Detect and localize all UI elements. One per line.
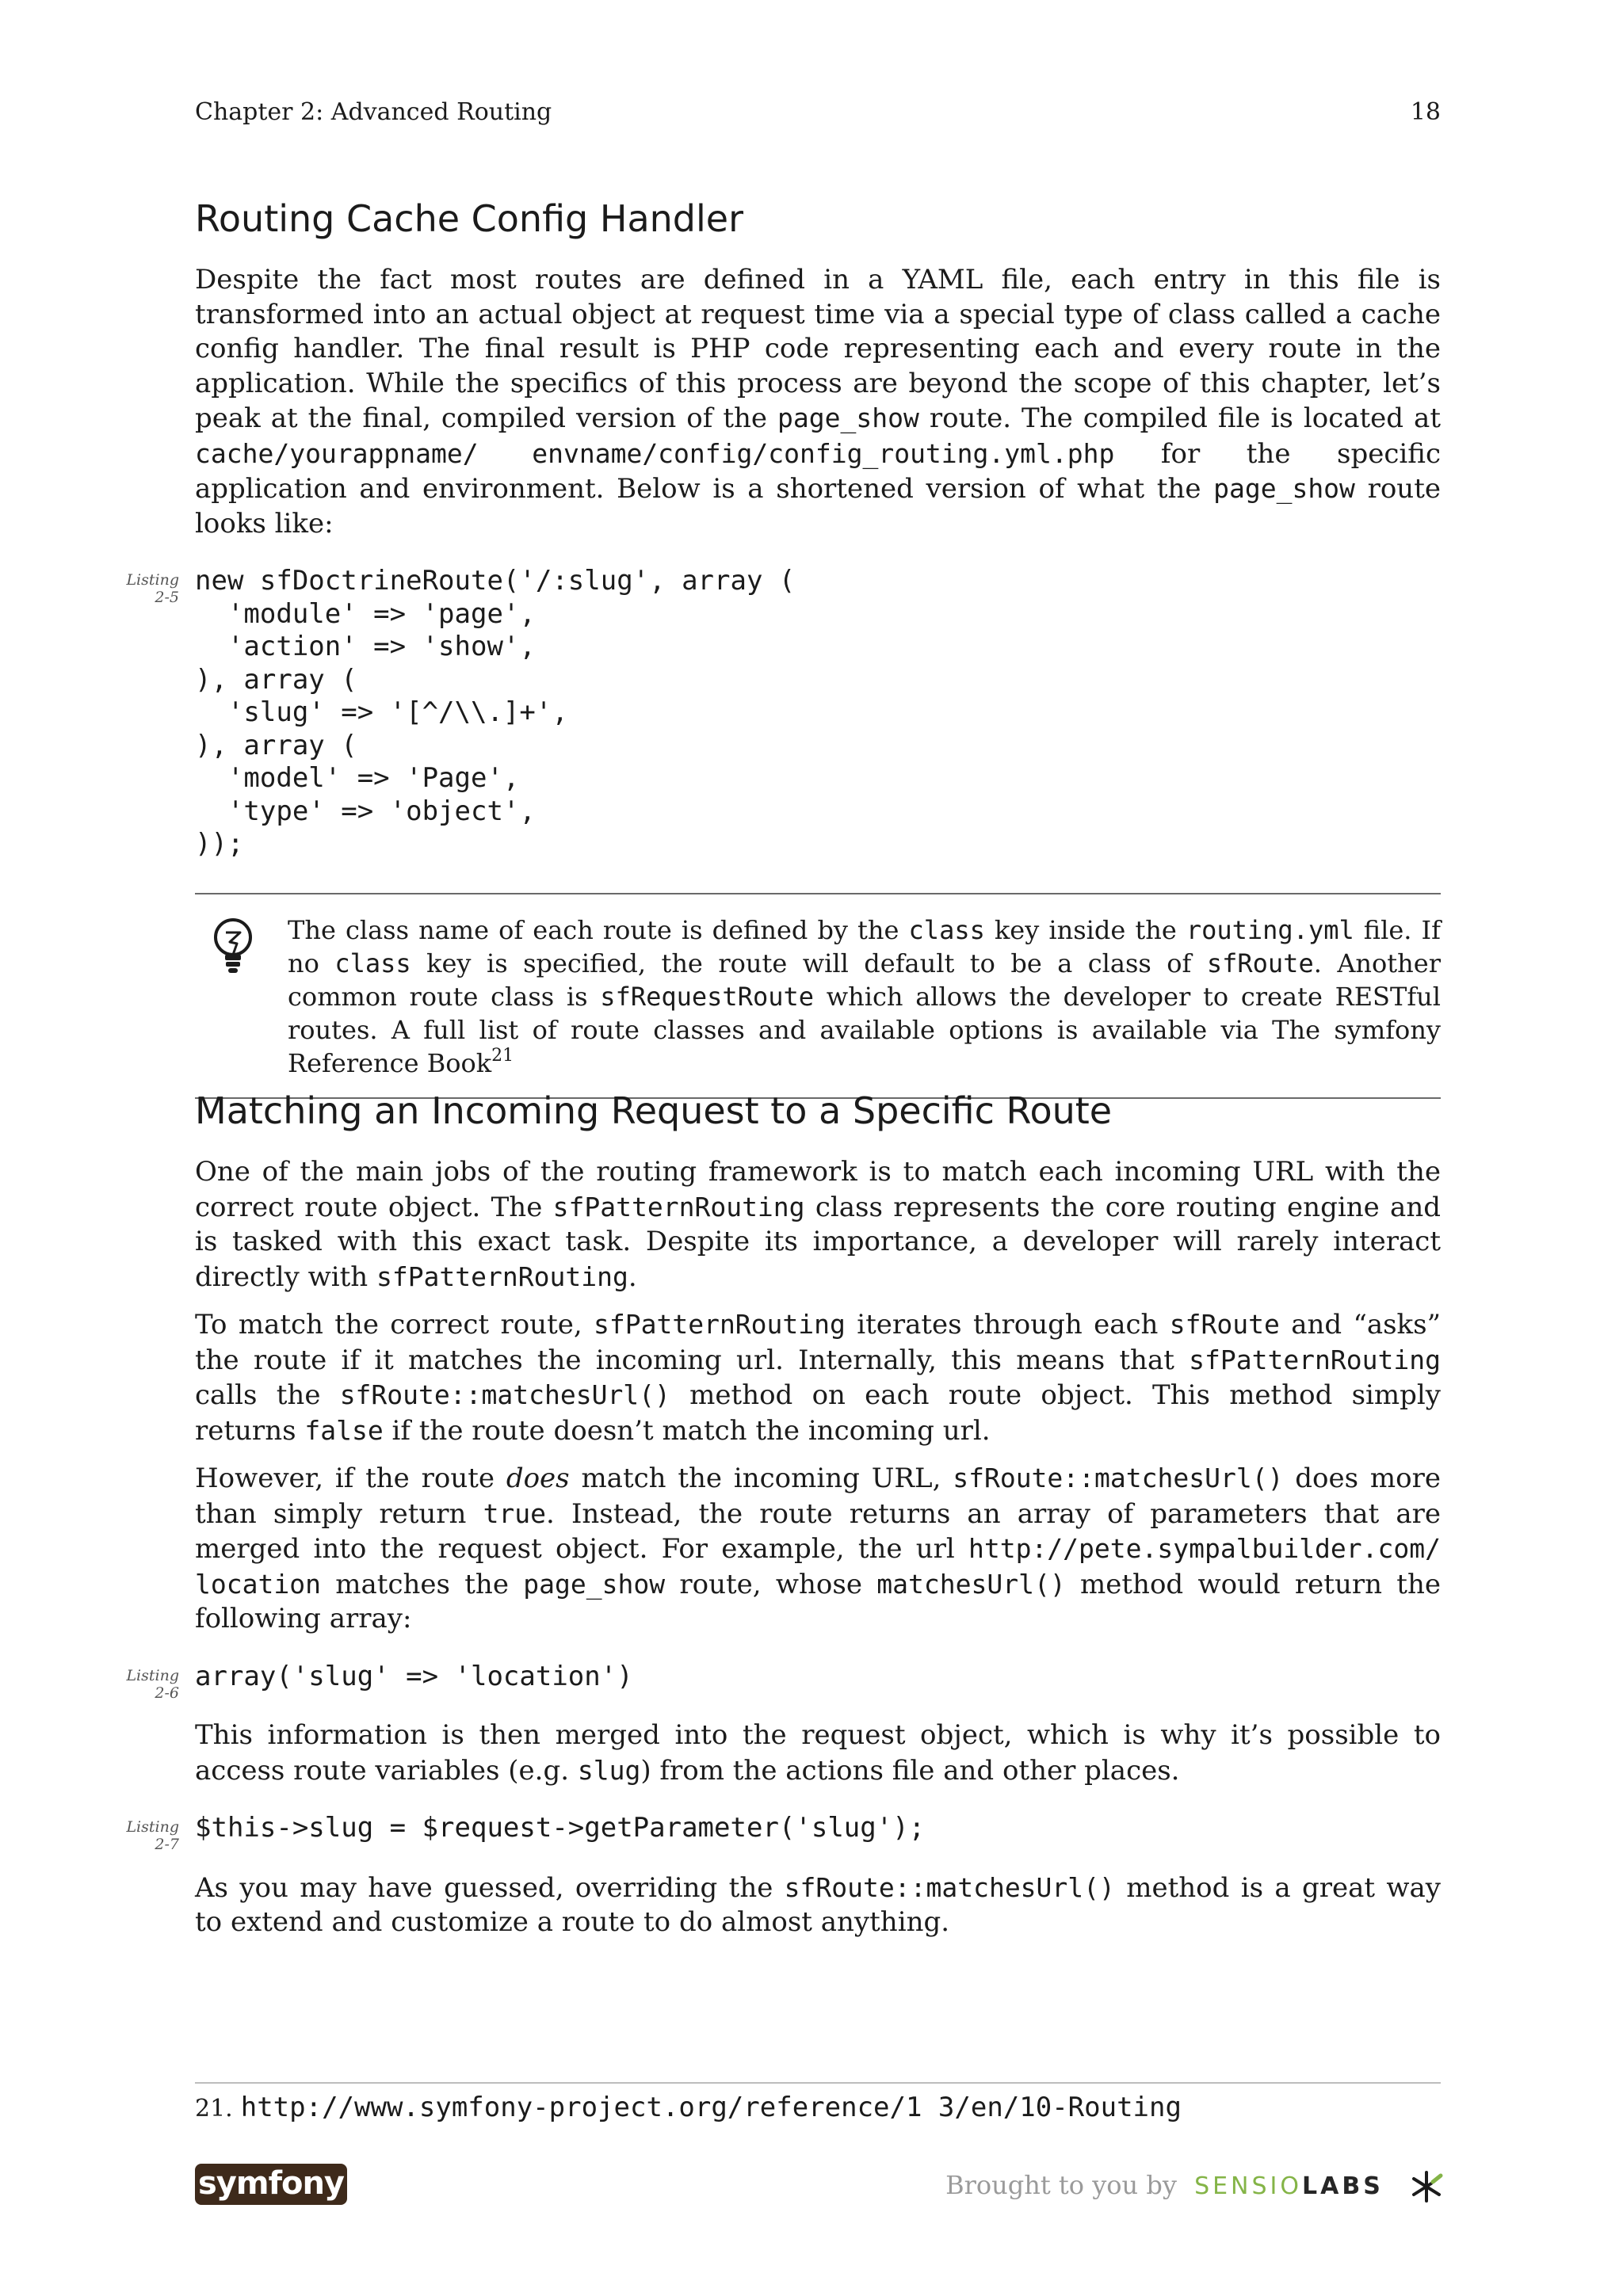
paragraph: Despite the fact most routes are defined in a YAML file, each entry in this file is transformed into an actual object at request time via a special type of class called a cache config handler. The final result is PHP code representing each and every route in the application. While the specifics of this process are beyond the scope of this chapter, let’s peak at the final, compiled version of the page_show route. The compiled file is located at cache/yourappname/ envname/config/config_routing.yml.php for the specific application and environment. Below is a shortened version of what the page_show route looks like:: [195, 264, 1441, 540]
page-number: 18: [1410, 98, 1441, 126]
section-title: Matching an Incoming Request to a Specific Route: [195, 1089, 1113, 1132]
code-listing: [126, 1812, 1441, 1853]
paragraph: As you may have guessed, overriding the sfRoute::matchesUrl() method is a great way to extend and customize a route to do almost anything.: [195, 1871, 1441, 1938]
code-block[interactable]: new sfDoctrineRoute('/:slug', array ( 'module' => 'page', 'action' => 'show', ), array ( 'slug' => '[^/\\.]+', ), array ( 'model' => 'Page', 'type' => 'object', ));: [195, 565, 796, 860]
example-url[interactable]: http://pete.sympalbuilder.com/ location: [195, 1533, 1441, 1600]
lightbulb-icon: [211, 917, 255, 977]
sensiolabs-spark-icon: [1407, 2168, 1445, 2206]
listing-label: Listing 2-5: [126, 571, 179, 606]
symfony-logo: symfony: [195, 2164, 347, 2205]
code-block[interactable]: $this->slug = $request->getParameter('slug');: [195, 1812, 926, 1844]
code-listing: [126, 565, 1441, 861]
code-block[interactable]: array('slug' => 'location'): [195, 1660, 633, 1692]
paragraph: One of the main jobs of the routing framework is to match each incoming URL with the correct route object. The sfPatternRouting class represents the core routing engine and is tasked with this exact task. Despite its importance, a developer will rarely interact directly with sfPatternRouting.: [195, 1156, 1441, 1293]
section-matching-request: [126, 1085, 1442, 1953]
paragraph: This information is then merged into the request object, which is why it’s possible to access route variables (e.g. slug) from the actions file and other places.: [195, 1719, 1441, 1787]
footnote-number: 21.: [195, 2095, 233, 2122]
sponsor-credit: [945, 2161, 1441, 2209]
listing-label: Listing 2-7: [126, 1818, 179, 1853]
code-listing: [126, 1660, 1441, 1702]
sensio-text: SENSIO: [1194, 2172, 1303, 2200]
section-title: Routing Cache Config Handler: [195, 197, 743, 240]
tip-text: The class name of each route is defined by the class key inside the routing.yml file. If no class key is specified, the route will default to be a class of sfRoute. Another common route class is sfRequestRoute which allows the developer to create RESTful routes. A full list of route classes and available options is available via The symfony Reference Book$^{21}$: [288, 914, 1442, 1078]
listing-label: Listing 2-6: [126, 1666, 179, 1702]
tip-box: [195, 893, 1441, 1099]
paragraph: To match the correct route, sfPatternRouting iterates through each sfRoute and “asks” the route if it matches the incoming url. Internally, this means that sfPatternRouting calls the sfRoute::matchesUrl() method on each route object. This method simply returns false if the route doesn’t match the incoming url.: [195, 1309, 1442, 1447]
page-header: [195, 98, 1441, 132]
paragraph: However, if the route does match the incoming URL, sfRoute::matchesUrl() does more than simply return true. Instead, the route returns an array of parameters that are merged into the request object. For example, the url http://pete.sympalbuilder.com/ location matches the page_show route, whose matchesUrl() method would return the following array:: [195, 1463, 1441, 1634]
footnote-divider: [195, 2082, 1441, 2084]
footnote-url[interactable]: http://www.symfony-project.org/reference/1 3/en/10-Routing: [240, 2092, 1182, 2123]
section-routing-cache: [126, 193, 1442, 1131]
labs-text: LABS: [1302, 2172, 1384, 2200]
footnote-ref[interactable]: 21: [491, 1045, 514, 1066]
footnote: [195, 2092, 1441, 2123]
chapter-title: Chapter 2: Advanced Routing: [195, 98, 552, 126]
brought-by-text: Brought to you by: [945, 2170, 1177, 2200]
